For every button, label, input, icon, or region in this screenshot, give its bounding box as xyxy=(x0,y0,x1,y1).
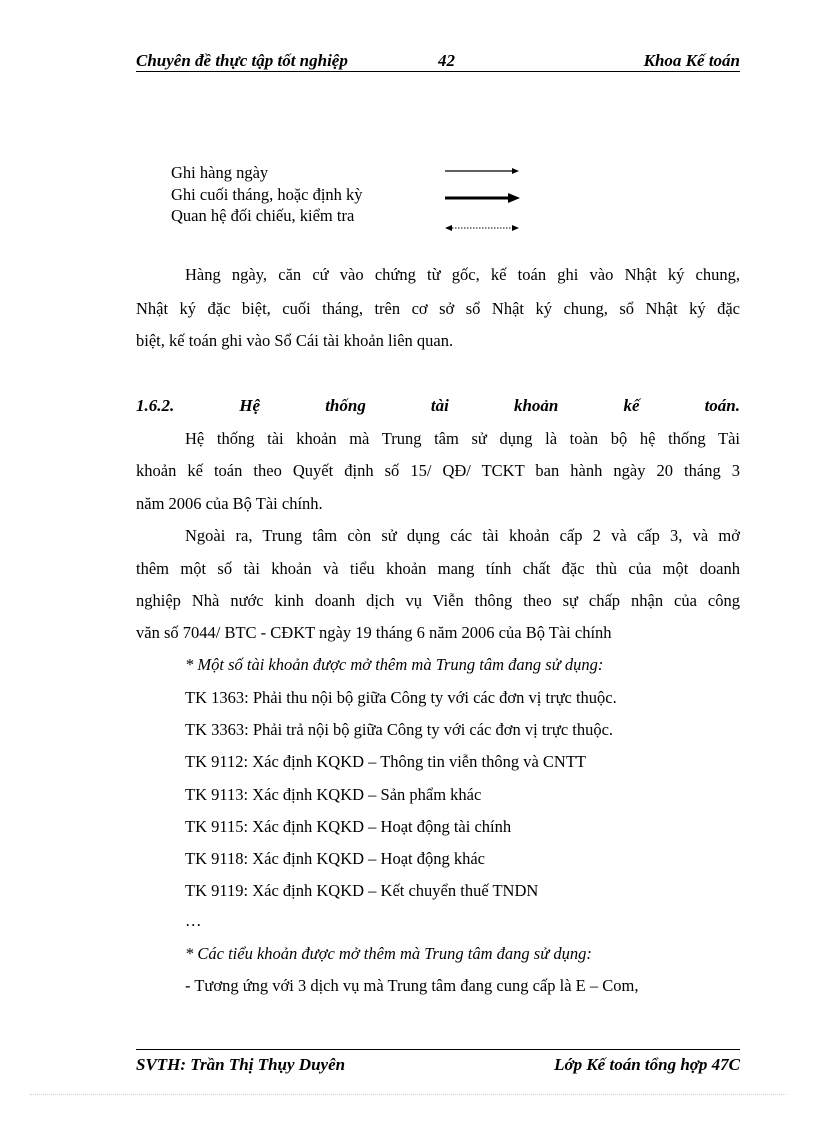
list2-first-line: - Tương ứng với 3 dịch vụ mà Trung tâm đang cung cấp là E – Com, xyxy=(185,976,639,995)
arrow-monthly-icon xyxy=(444,192,520,204)
heading-word: Hệ xyxy=(239,396,261,415)
list-item: TK 1363: Phải thu nội bộ giữa Công ty với các đơn vị trực thuộc. xyxy=(185,688,617,707)
list-item: TK 3363: Phải trả nội bộ giữa Công ty với các đơn vị trực thuộc. xyxy=(185,720,614,739)
para3-line4: văn số 7044/ BTC - CĐKT ngày 19 tháng 6 năm 2006 của Bộ Tài chính xyxy=(136,623,612,642)
legend-daily-label: Ghi hàng ngày xyxy=(171,163,269,182)
legend-crosscheck-label: Quan hệ đối chiếu, kiểm tra xyxy=(171,206,355,225)
header-title: Chuyên đề thực tập tốt nghiệp xyxy=(136,51,348,70)
header-department: Khoa Kế toán xyxy=(643,51,740,70)
list-item: TK 9115: Xác định KQKD – Hoạt động tài chính xyxy=(185,817,512,836)
heading-word: toán. xyxy=(704,396,740,415)
heading-word: khoản xyxy=(513,396,559,415)
para1-line1: Hàng ngày, căn cứ vào chứng từ gốc, kế toán ghi vào Nhật ký chung, xyxy=(185,265,740,284)
page-bottom-divider xyxy=(30,1094,786,1095)
page-header xyxy=(136,49,740,72)
para2-line2: khoản kế toán theo Quyết định số 15/ QĐ/ TCKT ban hành ngày 20 tháng 3 xyxy=(136,461,740,480)
arrow-daily-icon xyxy=(444,166,520,176)
list-item: TK 9119: Xác định KQKD – Kết chuyển thuế TNDN xyxy=(185,881,539,900)
page-footer xyxy=(136,1049,740,1076)
section-heading xyxy=(136,396,740,416)
heading-word: thống xyxy=(325,396,366,415)
list2-title: * Các tiểu khoản được mở thêm mà Trung tâm đang sử dụng: xyxy=(185,944,592,963)
footer-class: Lớp Kế toán tổng hợp 47C xyxy=(554,1055,740,1074)
para2-line3: năm 2006 của Bộ Tài chính. xyxy=(136,494,323,513)
list-ellipsis: … xyxy=(185,911,202,930)
footer-author: SVTH: Trần Thị Thụy Duyên xyxy=(136,1055,346,1074)
para2-line1: Hệ thống tài khoản mà Trung tâm sử dụng là toàn bộ hệ thống Tài xyxy=(185,429,740,448)
para1-line3: biệt, kế toán ghi vào Sổ Cái tài khoản liên quan. xyxy=(136,331,454,350)
list-item: TK 9118: Xác định KQKD – Hoạt động khác xyxy=(185,849,485,868)
legend-monthly-label: Ghi cuối tháng, hoặc định kỳ xyxy=(171,185,363,204)
list-item: TK 9112: Xác định KQKD – Thông tin viễn thông và CNTT xyxy=(185,752,586,771)
page-number: 42 xyxy=(438,51,455,70)
para1-line2: Nhật ký đặc biệt, cuối tháng, trên cơ sở sổ Nhật ký chung, sổ Nhật ký đặc xyxy=(136,299,740,318)
heading-word: kế xyxy=(623,396,640,415)
arrow-crosscheck-icon xyxy=(444,223,520,233)
section-number: 1.6.2. xyxy=(136,396,175,415)
list1-title: * Một số tài khoản được mở thêm mà Trung tâm đang sử dụng: xyxy=(185,655,604,674)
heading-word: tài xyxy=(430,396,449,415)
para3-line2: thêm một số tài khoản và tiểu khoản mang tính chất đặc thù của một doanh xyxy=(136,559,740,578)
list-item: TK 9113: Xác định KQKD – Sản phẩm khác xyxy=(185,785,482,804)
para3-line3: nghiệp Nhà nước kinh doanh dịch vụ Viễn thông theo sự chấp nhận của công xyxy=(136,591,740,610)
para3-line1: Ngoài ra, Trung tâm còn sử dụng các tài khoản cấp 2 và cấp 3, và mở xyxy=(185,526,740,545)
